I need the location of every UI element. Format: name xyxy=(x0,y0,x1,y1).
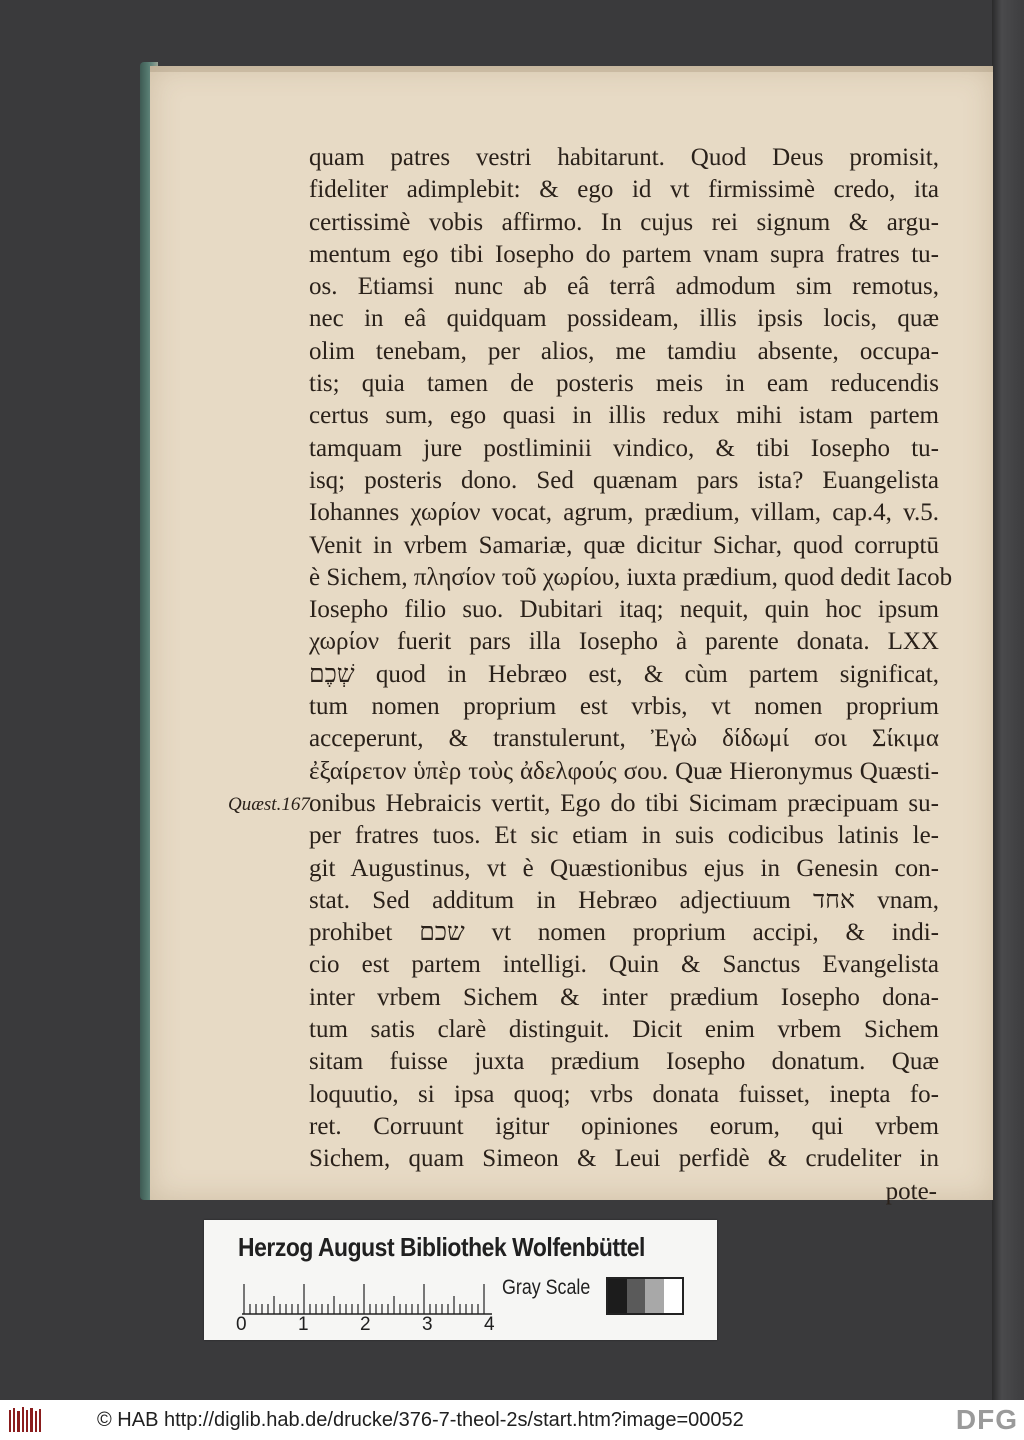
text-line: tis; quia tamen de posteris meis in eam reducendis xyxy=(309,370,939,398)
text-line: è Sichem, πλησίον τοῦ χωρίου, iuxta prædium, quod dedit Iacob xyxy=(309,563,953,591)
hab-barcode-logo-icon xyxy=(8,1406,44,1434)
scale-target-card xyxy=(204,1220,717,1340)
text-line: ἐξαίρετον ὑπὲρ τοὺς ἀδελφούς σου. Quæ Hieronymus Quæsti- xyxy=(309,757,939,785)
text-line: ret. Corruunt igitur opiniones eorum, qui vrbem xyxy=(309,1112,939,1140)
text-line: git Augustinus, vt è Quæstionibus ejus in Genesin con- xyxy=(309,854,939,882)
text-line: acceperunt, & transtulerunt, Ἐγὼ δίδωμί σοι Σίκιμα xyxy=(309,725,939,753)
page-text-block xyxy=(309,142,953,1208)
text-line: per fratres tuos. Et sic etiam in suis codicibus latinis le- xyxy=(309,822,939,850)
ruler-number: 0 xyxy=(236,1314,247,1335)
text-line: cio est partem intelligi. Quin & Sanctus Evangelista xyxy=(309,951,939,979)
dfg-logo[interactable]: DFG xyxy=(955,1404,1018,1435)
ruler-numbers xyxy=(232,1314,532,1336)
gray-swatch xyxy=(627,1279,646,1313)
ruler-number: 3 xyxy=(422,1314,433,1335)
gray-swatch xyxy=(608,1279,627,1313)
text-line: olim tenebam, per alios, me tamdiu absente, occupa- xyxy=(309,337,939,365)
text-line: certus sum, ego quasi in illis redux mihi istam partem xyxy=(309,402,939,430)
footer-copyright-link[interactable]: © HAB http://diglib.hab.de/drucke/376-7-theol-2s/start.htm?image=00052 xyxy=(97,1409,744,1431)
footer-bar xyxy=(0,1400,1024,1440)
text-line: Iosepho filio suo. Dubitari itaq; nequit, quin hoc ipsum xyxy=(309,596,939,624)
text-line: χωρίον fuerit pars illa Iosepho à parente donata. LXX xyxy=(309,628,939,656)
gray-swatch xyxy=(664,1279,683,1313)
gray-scale-label: Gray Scale xyxy=(502,1276,591,1299)
text-line: certissimè vobis affirmo. In cujus rei signum & argu- xyxy=(309,208,939,236)
text-line: Venit in vrbem Samariæ, quæ dicitur Sichar, quod corruptū xyxy=(309,531,939,559)
text-line: onibus Hebraicis vertit, Ego do tibi Sicimam præcipuam su- xyxy=(309,789,939,817)
page-top-shadow xyxy=(150,66,993,72)
ruler-number: 2 xyxy=(360,1314,371,1335)
catchword: pote- xyxy=(885,1177,937,1205)
text-line: tamquam jure postliminii vindico, & tibi Iosepho tu- xyxy=(309,434,939,462)
text-line: שְׁכֶם quod in Hebræo est, & cùm partem significat, xyxy=(309,660,939,688)
text-line: loquutio, si ipsa quoq; vrbs donata fuisset, inepta fo- xyxy=(309,1080,939,1108)
text-line: os. Etiamsi nunc ab eâ terrâ admodum sim remotus, xyxy=(309,273,939,301)
ruler-scale-icon xyxy=(242,1276,492,1316)
text-line: prohibet שכם vt nomen proprium accipi, & indi- xyxy=(309,919,939,947)
text-line: quam patres vestri habitarunt. Quod Deus promisit, xyxy=(309,144,939,171)
text-line: mentum ego tibi Iosepho do partem vnam supra fratres tu- xyxy=(309,240,939,268)
text-line: inter vrbem Sichem & inter prædium Iosepho dona- xyxy=(309,983,939,1011)
text-line: isq; posteris dono. Sed quænam pars ista? Euangelista xyxy=(309,466,939,494)
text-line: tum nomen proprium est vrbis, vt nomen proprium xyxy=(309,693,939,721)
text-line: stat. Sed additum in Hebræo adjectiuum אחד vnam, xyxy=(309,886,939,914)
text-line: sitam fuisse juxta prædium Iosepho donatum. Quæ xyxy=(309,1048,939,1076)
ruler-number: 4 xyxy=(484,1314,495,1335)
ruler-number: 1 xyxy=(298,1314,309,1335)
text-line: fideliter adimplebit: & ego id vt firmissimè credo, ita xyxy=(309,176,939,204)
book-board-edge xyxy=(992,0,1024,1400)
library-title: Herzog August Bibliothek Wolfenbüttel xyxy=(238,1232,645,1262)
text-line: nec in eâ quidquam possideam, illis ipsis locis, quæ xyxy=(309,305,939,333)
gray-scale-swatches xyxy=(606,1277,684,1315)
margin-note: Quæst.167. xyxy=(228,794,315,815)
text-line: Sichem, quam Simeon & Leui perfidè & crudeliter in xyxy=(309,1145,939,1173)
text-line: Iohannes χωρίον vocat, agrum, prædium, villam, cap.4, v.5. xyxy=(309,499,939,527)
text-line: tum satis clarè distinguit. Dicit enim vrbem Sichem xyxy=(309,1016,939,1044)
gray-swatch xyxy=(645,1279,664,1313)
